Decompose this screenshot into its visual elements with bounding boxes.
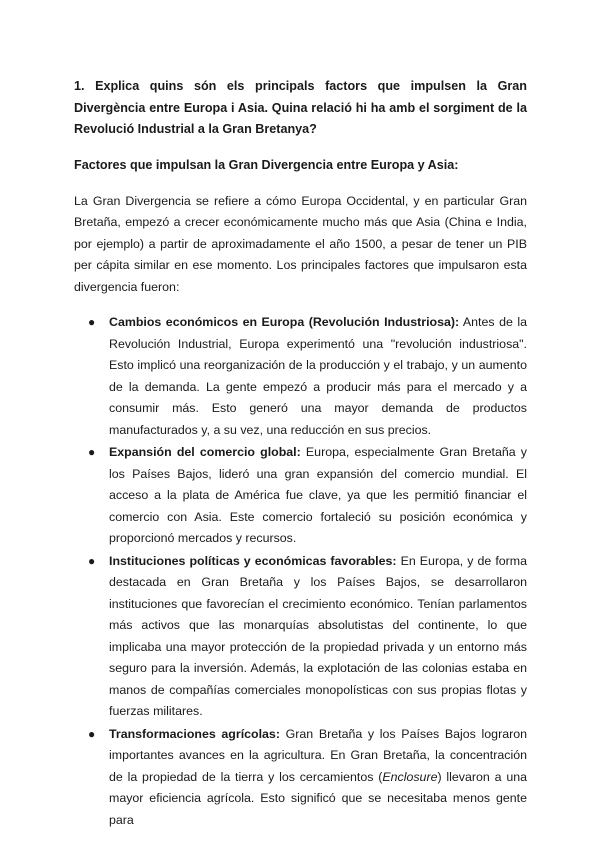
- factor-text: Antes de la Revolución Industrial, Europa experimentó una "revolución industriosa". Esto implicó una reorganización de la producción y el trabajo, y un aumento de la demanda. La gente empezó a producir más para el mercado y a consumir más. Esto generó una mayor demanda de productos manufacturados y, a su vez, una reducción en sus precios.: [109, 315, 527, 437]
- bullet-icon: ●: [88, 315, 96, 329]
- intro-paragraph: La Gran Divergencia se refiere a cómo Europa Occidental, y en particular Gran Bretaña, empezó a crecer económicamente mucho más que Asia (China e India, por ejemplo) a partir de aproximadamente el año 1500, a pesar de tener un PIB per cápita similar en ese momento. Los principales factores que impulsaron esta divergencia fueron:: [74, 193, 527, 294]
- factor-title: Instituciones políticas y económicas favorables:: [109, 553, 397, 568]
- factor-text: Europa, especialmente Gran Bretaña y los Países Bajos, lideró una gran expansión del comercio mundial. El acceso a la plata de América fue clave, ya que les permitió financiar el comercio con Asia. Este comercio fortaleció su posición económica y proporcionó mercados y recursos.: [109, 445, 527, 545]
- list-item: [74, 724, 527, 832]
- list-item: [74, 551, 527, 723]
- document-content: [74, 76, 527, 832]
- list-item: [74, 442, 527, 550]
- bullet-icon: ●: [88, 445, 96, 459]
- question-text: 1. Explica quins són els principals factors que impulsen la Gran Divergència entre Europa i Asia. Quina relació hi ha amb el sorgiment de la Revolució Industrial a la Gran Bretanya?: [74, 79, 527, 136]
- factor-text-italic: Enclosure: [382, 769, 438, 784]
- factor-title: Transformaciones agrícolas:: [109, 726, 280, 741]
- factors-list: [74, 312, 527, 831]
- factor-title: Cambios económicos en Europa (Revolución Industriosa):: [109, 315, 460, 329]
- bullet-icon: ●: [88, 553, 96, 568]
- factor-text: En Europa, y de forma destacada en Gran Bretaña y los Países Bajos, se desarrollaron instituciones que favorecían el crecimiento económico. Tenían parlamentos más activos que las monarquías absolutistas del continente, lo que implicaba una mayor protección de la propiedad privada y un entorno más seguro para la inversión. Además, la explotación de las colonias estaba en manos de compañías comerciales monopolísticas con sus propias flotas y fuerzas militares.: [109, 553, 528, 718]
- section-heading: Factores que impulsan la Gran Divergencia entre Europa y Asia:: [74, 157, 459, 172]
- factor-title: Expansión del comercio global:: [109, 445, 301, 459]
- bullet-icon: ●: [88, 726, 96, 741]
- factor-text-after: ) llevaron a una mayor eficiencia agrícola. Esto significó que se necesitaba menos gente para: [109, 769, 527, 827]
- factor-text-before: Gran Bretaña y los Países Bajos lograron importantes avances en la agricultura. En Gran Bretaña, la concentración de la propiedad de la tierra y los cercamientos (: [109, 726, 527, 784]
- list-item: [74, 312, 527, 441]
